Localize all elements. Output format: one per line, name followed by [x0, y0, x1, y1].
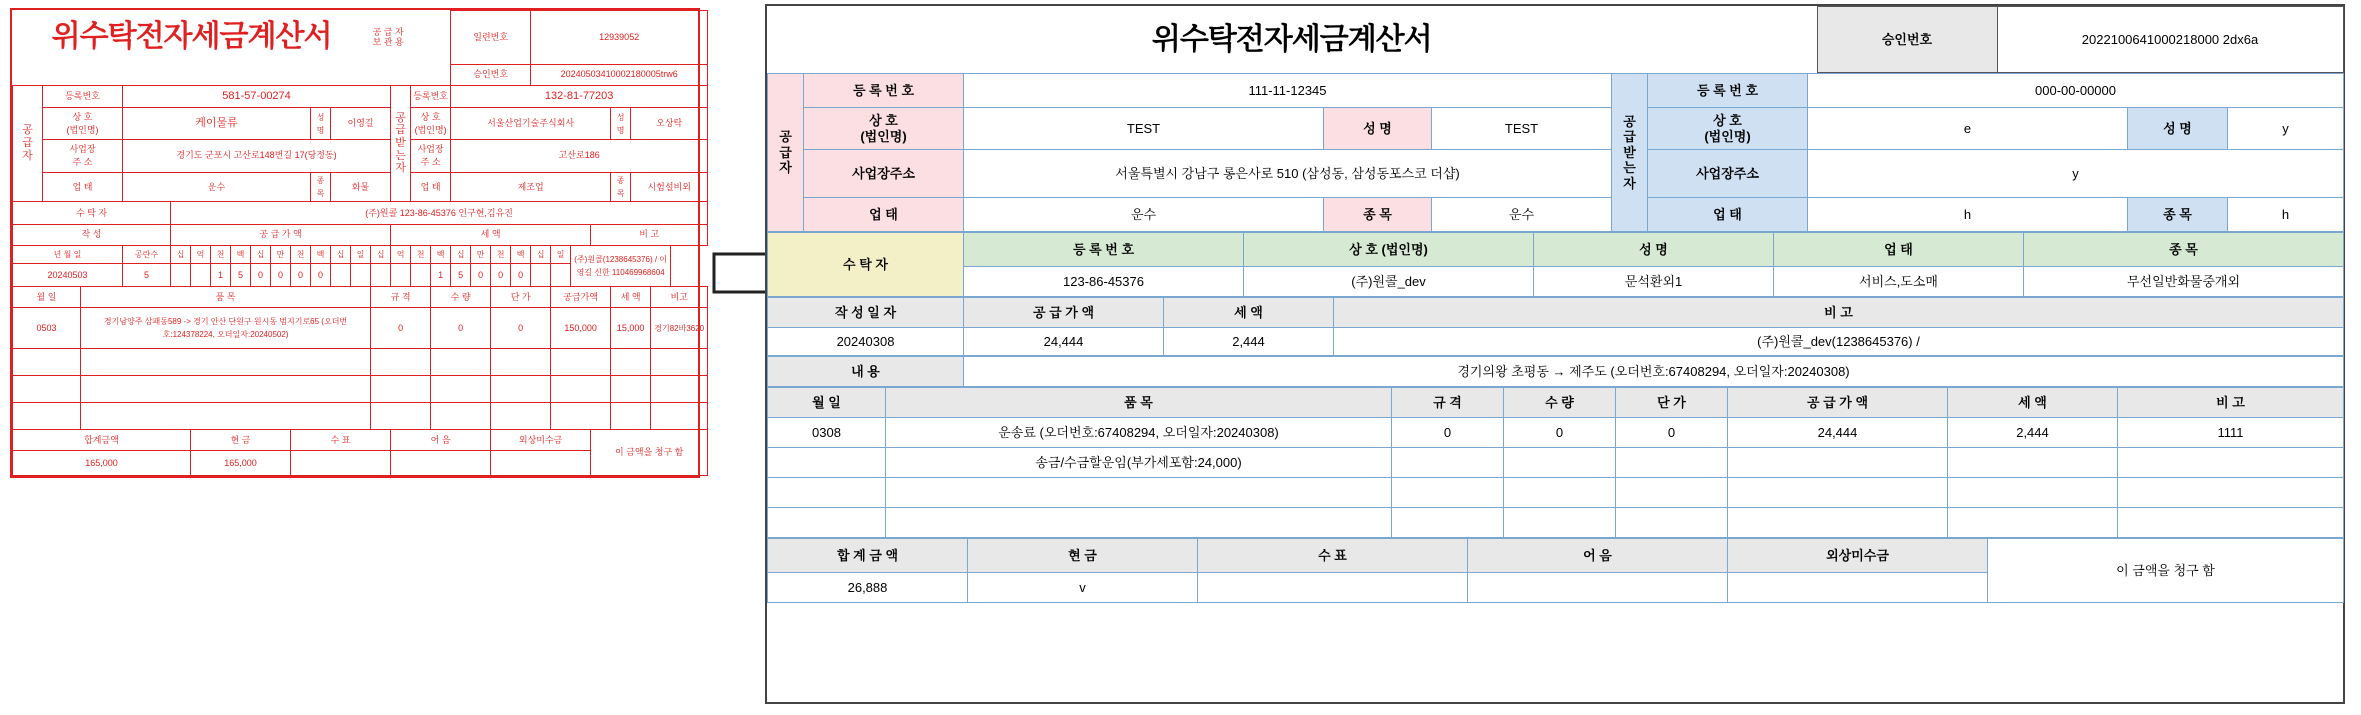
left-item-header-price: 단 가	[491, 287, 551, 308]
left-empty-tax-3	[611, 403, 651, 430]
left-serial-label: 일련번호	[451, 11, 531, 65]
right-row0-supply: 24,444	[1728, 418, 1948, 448]
right-trustee-header-reg: 등 록 번 호	[964, 233, 1244, 267]
left-tax-d3: 1	[431, 264, 451, 287]
left-tax-digit-h-5: 만	[471, 245, 491, 264]
right-receiver-rep-value: y	[2228, 108, 2344, 150]
right-foot-claim-note: 이 금액을 청구 함	[1988, 539, 2344, 603]
left-tax-digit-h-6: 천	[491, 245, 511, 264]
left-foot-value-note	[391, 450, 491, 475]
left-foot-value-cash: 165,000	[191, 450, 291, 475]
left-tax-d0	[371, 264, 391, 287]
left-title: 위수탁전자세금계산서	[51, 20, 332, 54]
left-receiver-item-label: 종 목	[611, 172, 631, 201]
left-tax-digit-h-2: 천	[411, 245, 431, 264]
right-row-supply: 24,444	[964, 328, 1164, 356]
right-foot-header-cash: 현 금	[968, 539, 1198, 573]
left-foot-value-total: 165,000	[13, 450, 191, 475]
right-row1-item: 송금/수금할운임(부가세포함:24,000)	[886, 448, 1392, 478]
left-foot-header-total: 합계금액	[13, 430, 191, 451]
left-tax-d4: 5	[451, 264, 471, 287]
right-row2-tax	[1948, 478, 2118, 508]
right-receiver-item-value: h	[2228, 198, 2344, 232]
right-trustee-header-name: 상 호 (법인명)	[1244, 233, 1534, 267]
right-supplier-name-label: 상 호 (법인명)	[804, 108, 964, 150]
left-foot-header-cash: 현 금	[191, 430, 291, 451]
left-supply-d0	[171, 264, 191, 287]
right-content-value: 경기의왕 초평동 → 제주도 (오더번호:67408294, 오더일자:20240308)	[964, 357, 2344, 387]
right-supplier-vertical-label: 공 급 자	[768, 74, 804, 232]
left-supplier-item-label: 종 목	[311, 172, 331, 201]
right-trustee-header-rep: 성 명	[1534, 233, 1774, 267]
left-tax-d9	[551, 264, 571, 287]
right-row0-spec: 0	[1392, 418, 1504, 448]
left-blank-count: 5	[123, 264, 171, 287]
right-approval-value: 2022100641000218000 2dx6a	[1997, 7, 2343, 73]
right-item-header-note: 비 고	[2118, 388, 2344, 418]
left-supplier-vertical-label: 공 급 자	[13, 85, 43, 201]
left-empty-spec-2	[371, 376, 431, 403]
left-item-row-note: 경기82바3620	[651, 307, 708, 348]
left-blankcount-label: 공란수	[123, 245, 171, 264]
right-trustee-value-biz: 서비스,도소매	[1774, 267, 2024, 297]
right-row1-note	[2118, 448, 2344, 478]
right-receiver-vertical-label: 공 급 받 는 자	[1612, 74, 1648, 232]
left-supplier-biz-value: 운수	[123, 172, 311, 201]
left-empty-qty-2	[431, 376, 491, 403]
left-supply-digit-h-5: 만	[271, 245, 291, 264]
left-receiver-addr-label: 사업장 주 소	[411, 139, 451, 172]
left-trustee-label: 수 탁 자	[13, 202, 171, 225]
right-row3-price	[1616, 508, 1728, 538]
left-empty-item-3	[81, 403, 371, 430]
right-trustee-value-name: (주)원콜_dev	[1244, 267, 1534, 297]
left-item-header-supply: 공급가액	[551, 287, 611, 308]
right-row0-item: 운송료 (오더번호:67408294, 오더일자:20240308)	[886, 418, 1392, 448]
left-empty-price-3	[491, 403, 551, 430]
left-empty-qty-1	[431, 349, 491, 376]
left-tax-digit-h-3: 백	[431, 245, 451, 264]
right-foot-value-note	[1468, 573, 1728, 603]
left-title-spacer	[13, 64, 451, 85]
left-receiver-name-label: 상 호 (법인명)	[411, 108, 451, 139]
right-head2-writedate: 작 성 일 자	[768, 298, 964, 328]
left-empty-supply-2	[551, 376, 611, 403]
right-row0-note: 1111	[2118, 418, 2344, 448]
right-row2-spec	[1392, 478, 1504, 508]
left-receiver-item-value: 시험설비외	[631, 172, 708, 201]
right-row2-date	[768, 478, 886, 508]
left-receiver-rep-label: 성 명	[611, 108, 631, 139]
left-supply-digit-h-8: 십	[331, 245, 351, 264]
right-item-header-date: 월 일	[768, 388, 886, 418]
left-item-header-date: 월 일	[13, 287, 81, 308]
right-receiver-name-label: 상 호 (법인명)	[1648, 108, 1808, 150]
right-row2-note	[2118, 478, 2344, 508]
right-row2-price	[1616, 478, 1728, 508]
left-title-suffix: 공 급 자 보 관 용	[372, 27, 404, 48]
left-supply-digit-h-3: 백	[231, 245, 251, 264]
left-empty-date-1	[13, 349, 81, 376]
right-row0-tax: 2,444	[1948, 418, 2118, 448]
right-item-header-qty: 수 량	[1504, 388, 1616, 418]
left-approval-label: 승인번호	[451, 64, 531, 85]
left-receiver-biz-value: 제조업	[451, 172, 611, 201]
left-supply-d1	[191, 264, 211, 287]
right-receiver-addr-label: 사업장주소	[1648, 150, 1808, 198]
left-empty-item-1	[81, 349, 371, 376]
left-tax-label: 세 액	[391, 224, 591, 245]
left-trustee-value: (주)원콜 123-86-45376 인구현,김유진	[171, 202, 708, 225]
left-receiver-rep-value: 오상탁	[631, 108, 708, 139]
right-row-tax: 2,444	[1164, 328, 1334, 356]
right-row1-spec	[1392, 448, 1504, 478]
table-row	[768, 418, 2344, 448]
right-supplier-reg-label: 등 록 번 호	[804, 74, 964, 108]
left-receiver-addr-value: 고산로186	[451, 139, 708, 172]
left-supplier-name-value: 케이물류	[123, 108, 311, 139]
left-item-row-date: 0503	[13, 307, 81, 348]
left-item-header-note: 비고	[651, 287, 708, 308]
right-supplier-name-value: TEST	[964, 108, 1324, 150]
left-supplier-reg-label: 등록번호	[43, 85, 123, 108]
left-supplier-reg-value: 581-57-00274	[123, 85, 391, 108]
right-row1-qty	[1504, 448, 1616, 478]
right-head2-supply: 공 급 가 액	[964, 298, 1164, 328]
left-supplier-rep-value: 이영길	[331, 108, 391, 139]
left-supply-d6: 0	[291, 264, 311, 287]
left-receiver-reg-value: 132-81-77203	[451, 85, 708, 108]
left-supplier-item-value: 화물	[331, 172, 391, 201]
table-row	[768, 448, 2344, 478]
right-title: 위수탁전자세금계산서	[1151, 22, 1432, 56]
left-supply-label: 공 급 가 액	[171, 224, 391, 245]
right-trustee-value-reg: 123-86-45376	[964, 267, 1244, 297]
left-foot-header-credit: 외상미수금	[491, 430, 591, 451]
left-tax-digit-h-0: 십	[371, 245, 391, 264]
left-approval-value: 20240503410002180005trw6	[531, 64, 708, 85]
right-trustee-header-biz: 업 태	[1774, 233, 2024, 267]
left-empty-spec-1	[371, 349, 431, 376]
left-note-label: 비 고	[591, 224, 708, 245]
right-foot-header-credit: 외상미수금	[1728, 539, 1988, 573]
left-supply-d8	[331, 264, 351, 287]
right-supplier-item-value: 운수	[1432, 198, 1612, 232]
left-item-row-spec: 0	[371, 307, 431, 348]
left-item-header-item: 품 목	[81, 287, 371, 308]
left-supply-digit-h-9: 일	[351, 245, 371, 264]
left-foot-value-credit	[491, 450, 591, 475]
right-row-writedate: 20240308	[768, 328, 964, 356]
table-row	[768, 508, 2344, 538]
left-item-row-tax: 15,000	[611, 307, 651, 348]
right-head2-tax: 세 액	[1164, 298, 1334, 328]
right-receiver-biz-label: 업 태	[1648, 198, 1808, 232]
left-supply-digit-h-7: 백	[311, 245, 331, 264]
left-empty-date-2	[13, 376, 81, 403]
left-supplier-addr-label: 사업장 주 소	[43, 139, 123, 172]
left-supplier-biz-label: 업 태	[43, 172, 123, 201]
left-receiver-biz-label: 업 태	[411, 172, 451, 201]
right-row3-item	[886, 508, 1392, 538]
right-item-header-spec: 규 격	[1392, 388, 1504, 418]
left-ymd-label: 년 월 일	[13, 245, 123, 264]
right-head2-note: 비 고	[1334, 298, 2344, 328]
right-supplier-biz-label: 업 태	[804, 198, 964, 232]
left-empty-supply-3	[551, 403, 611, 430]
left-supply-d2: 1	[211, 264, 231, 287]
left-supply-digit-h-0: 십	[171, 245, 191, 264]
left-empty-note-2	[651, 376, 708, 403]
left-supply-d7: 0	[311, 264, 331, 287]
left-supplier-name-label: 상 호 (법인명)	[43, 108, 123, 139]
right-trustee-header-item: 종 목	[2024, 233, 2344, 267]
right-row1-date	[768, 448, 886, 478]
right-foot-value-total: 26,888	[768, 573, 968, 603]
left-note-value: (주)원콜(1238645376) / 이영길 신한 110469968604	[571, 245, 671, 286]
right-row1-tax	[1948, 448, 2118, 478]
left-empty-note-3	[651, 403, 708, 430]
left-supply-d3: 5	[231, 264, 251, 287]
right-tax-invoice-document	[765, 4, 2345, 704]
right-row3-date	[768, 508, 886, 538]
left-supply-digit-h-1: 억	[191, 245, 211, 264]
right-foot-header-check: 수 표	[1198, 539, 1468, 573]
right-row3-note	[2118, 508, 2344, 538]
left-tax-d1	[391, 264, 411, 287]
left-supply-digit-h-2: 천	[211, 245, 231, 264]
right-item-header-item: 품 목	[886, 388, 1392, 418]
left-supplier-addr-value: 경기도 군포시 고산로148번길 17(당정동)	[123, 139, 391, 172]
left-empty-qty-3	[431, 403, 491, 430]
left-item-row-supply: 150,000	[551, 307, 611, 348]
right-row3-tax	[1948, 508, 2118, 538]
right-receiver-item-label: 종 목	[2128, 198, 2228, 232]
left-tax-d8	[531, 264, 551, 287]
left-foot-header-note: 어 음	[391, 430, 491, 451]
left-item-header-tax: 세 액	[611, 287, 651, 308]
left-tax-invoice-document	[10, 8, 705, 478]
left-receiver-reg-label: 등록번호	[411, 85, 451, 108]
left-empty-item-2	[81, 376, 371, 403]
right-approval-label: 승인번호	[1817, 7, 1997, 73]
left-tax-d6: 0	[491, 264, 511, 287]
right-row3-supply	[1728, 508, 1948, 538]
right-row3-spec	[1392, 508, 1504, 538]
right-supplier-rep-value: TEST	[1432, 108, 1612, 150]
left-empty-spec-3	[371, 403, 431, 430]
right-foot-value-credit	[1728, 573, 1988, 603]
right-item-header-supply: 공 급 가 액	[1728, 388, 1948, 418]
left-tax-digit-h-7: 백	[511, 245, 531, 264]
left-supply-digit-h-4: 십	[251, 245, 271, 264]
right-row1-price	[1616, 448, 1728, 478]
left-foot-value-check	[291, 450, 391, 475]
right-receiver-addr-value: y	[1808, 150, 2344, 198]
right-supplier-biz-value: 운수	[964, 198, 1324, 232]
right-foot-header-total: 합 계 금 액	[768, 539, 968, 573]
left-tax-d5: 0	[471, 264, 491, 287]
right-row0-qty: 0	[1504, 418, 1616, 448]
right-supplier-item-label: 종 목	[1324, 198, 1432, 232]
left-foot-claim-note: 이 금액을 청구 함	[591, 430, 708, 476]
left-empty-tax-2	[611, 376, 651, 403]
left-empty-tax-1	[611, 349, 651, 376]
right-content-label: 내 용	[768, 357, 964, 387]
left-tax-digit-h-9: 일	[551, 245, 571, 264]
right-receiver-reg-value: 000-00-00000	[1808, 74, 2344, 108]
left-tax-digit-h-1: 억	[391, 245, 411, 264]
left-item-header-spec: 규 격	[371, 287, 431, 308]
left-item-row-qty: 0	[431, 307, 491, 348]
table-row	[768, 478, 2344, 508]
right-foot-value-check	[1198, 573, 1468, 603]
right-receiver-name-value: e	[1808, 108, 2128, 150]
left-receiver-name-value: 서울산업기술주식회사	[451, 108, 611, 139]
right-supplier-addr-value: 서울특별시 강남구 롱은사로 510 (삼성동, 삼성동포스코 더샵)	[964, 150, 1612, 198]
right-row2-qty	[1504, 478, 1616, 508]
right-row1-supply	[1728, 448, 1948, 478]
right-trustee-value-rep: 문석환외1	[1534, 267, 1774, 297]
left-supply-digit-h-6: 천	[291, 245, 311, 264]
left-supply-d5: 0	[271, 264, 291, 287]
left-tax-d7: 0	[511, 264, 531, 287]
left-receiver-vertical-label: 공 급 받 는 자	[391, 85, 411, 201]
left-serial-value: 12939052	[531, 11, 708, 65]
left-empty-note-1	[651, 349, 708, 376]
right-receiver-biz-value: h	[1808, 198, 2128, 232]
right-trustee-label: 수 탁 자	[768, 233, 964, 297]
left-tax-digit-h-4: 십	[451, 245, 471, 264]
right-foot-header-note: 어 음	[1468, 539, 1728, 573]
right-supplier-reg-value: 111-11-12345	[964, 74, 1612, 108]
left-supply-d4: 0	[251, 264, 271, 287]
right-row-note: (주)원콜_dev(1238645376) /	[1334, 328, 2344, 356]
left-supplier-rep-label: 성 명	[311, 108, 331, 139]
right-receiver-reg-label: 등 록 번 호	[1648, 74, 1808, 108]
right-foot-value-cash: v	[968, 573, 1198, 603]
left-tax-d2	[411, 264, 431, 287]
left-empty-price-1	[491, 349, 551, 376]
right-item-header-tax: 세 액	[1948, 388, 2118, 418]
left-write-label: 작 성	[13, 224, 171, 245]
right-row2-supply	[1728, 478, 1948, 508]
right-row0-date: 0308	[768, 418, 886, 448]
right-trustee-value-item: 무선일반화물중개외	[2024, 267, 2344, 297]
left-item-row-price: 0	[491, 307, 551, 348]
right-row3-qty	[1504, 508, 1616, 538]
left-foot-header-check: 수 표	[291, 430, 391, 451]
right-row0-price: 0	[1616, 418, 1728, 448]
left-empty-price-2	[491, 376, 551, 403]
left-item-header-qty: 수 량	[431, 287, 491, 308]
right-item-header-price: 단 가	[1616, 388, 1728, 418]
left-empty-date-3	[13, 403, 81, 430]
right-supplier-addr-label: 사업장주소	[804, 150, 964, 198]
left-write-date: 20240503	[13, 264, 123, 287]
left-supply-d9	[351, 264, 371, 287]
right-row2-item	[886, 478, 1392, 508]
right-supplier-rep-label: 성 명	[1324, 108, 1432, 150]
left-tax-digit-h-8: 십	[531, 245, 551, 264]
right-receiver-rep-label: 성 명	[2128, 108, 2228, 150]
left-empty-supply-1	[551, 349, 611, 376]
left-item-row-item: 경기남양주 삼패동589 -> 경기 안산 단원구 원시동 범지기로65 (오더번호:124378224, 오더일자:20240502)	[81, 307, 371, 348]
